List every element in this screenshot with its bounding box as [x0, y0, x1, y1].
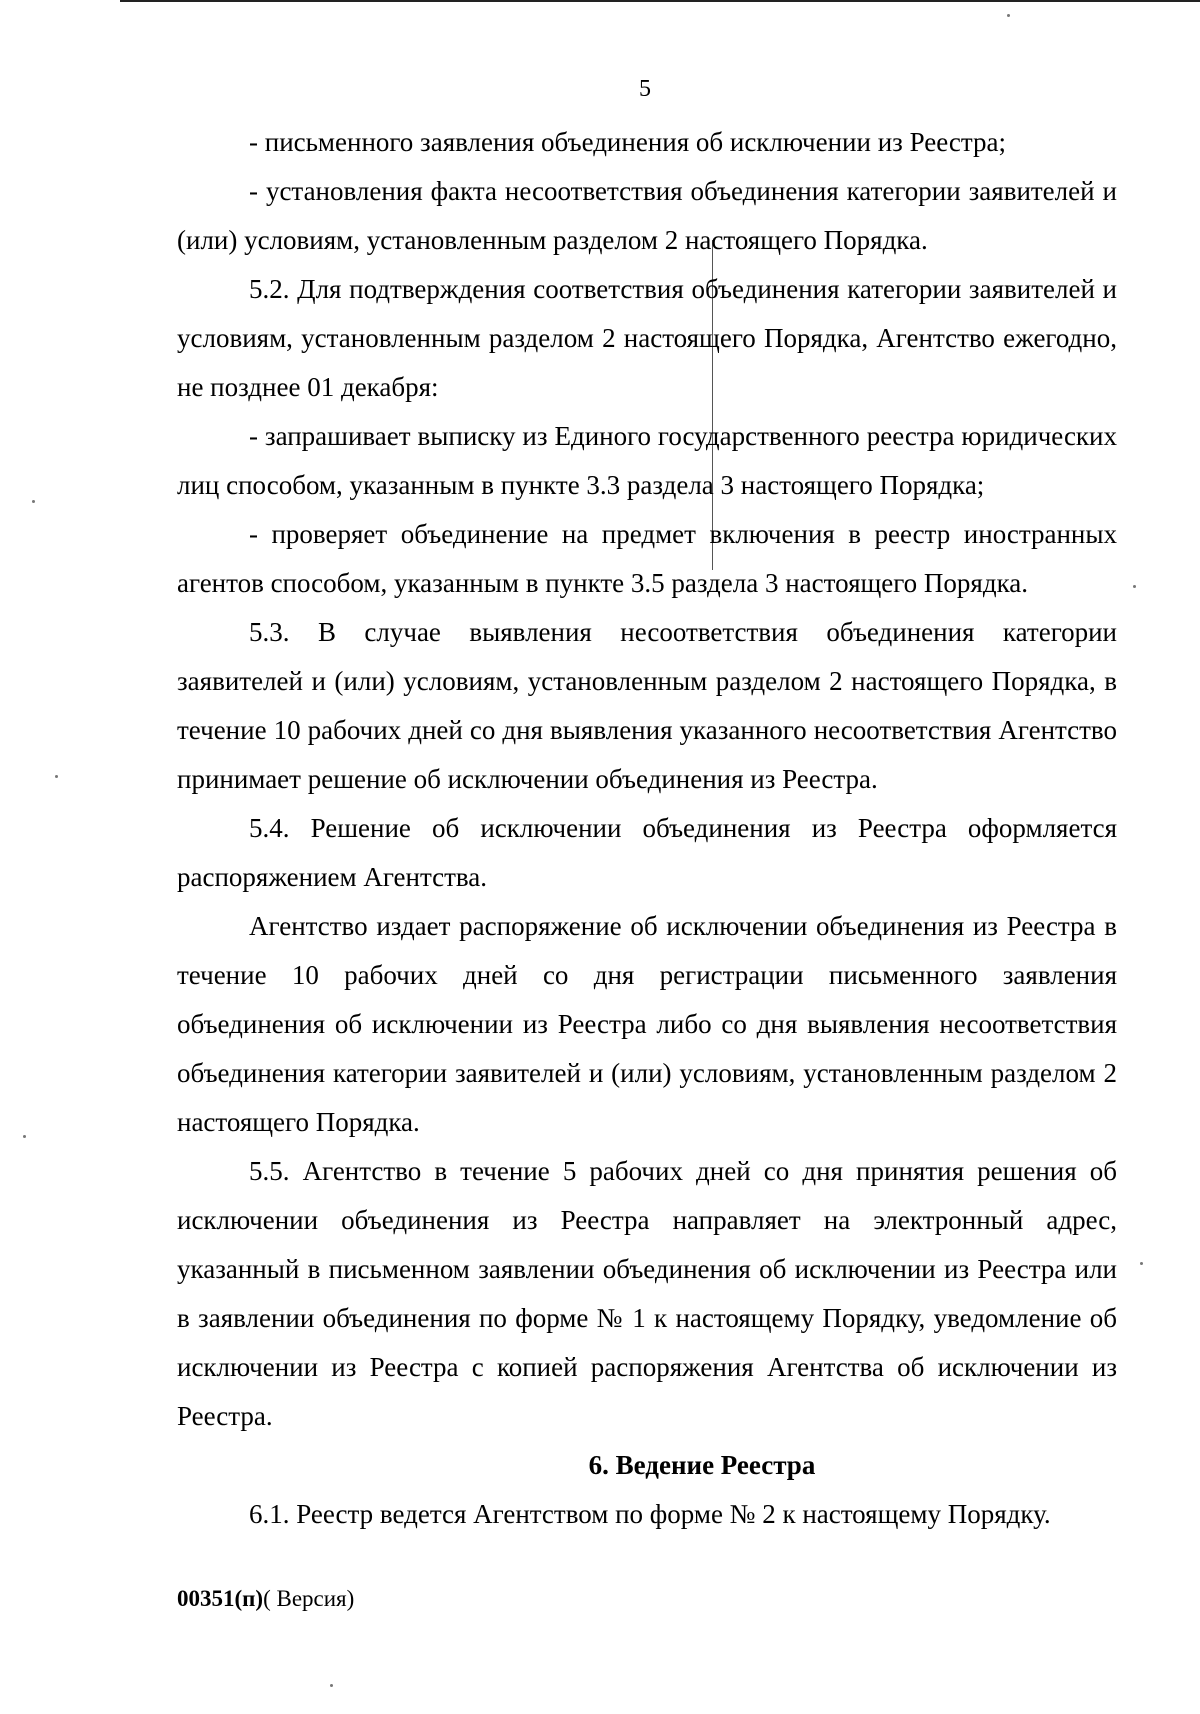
paragraph-agency-order: Агентство издает распоряжение об исключении объединения из Реестра в течение 10 рабочих дней со дня регистрации письменного заявления объединения об исключении из Реестра либо со дня выявления несоответствия объединения категории заявителей и (или) условиям, установленным разделом 2 настоящего Порядка.	[177, 911, 1117, 1137]
paragraph-6-1: 6.1. Реестр ведется Агентством по форме № 2 к настоящему Порядку.	[249, 1499, 1051, 1529]
scan-speck	[1140, 1262, 1143, 1265]
paragraph-5-5: 5.5. Агентство в течение 5 рабочих дней со дня принятия решения об исключении объединения из Реестра направляет на электронный адрес, указанный в письменном заявлении объединения об исключении из Реестра или в заявлении объединения по форме № 1 к настоящему Порядку, уведомление об исключении из Реестра с копией распоряжения Агентства об исключении из Реестра.	[177, 1156, 1117, 1431]
paragraph-check-foreign-agents: - проверяет объединение на предмет включения в реестр иностранных агентов способом, указанным в пункте 3.5 раздела 3 настоящего Порядка.	[177, 519, 1117, 598]
scan-speck	[32, 500, 35, 503]
paragraph-written-application: - письменного заявления объединения об исключении из Реестра;	[249, 127, 1006, 157]
page-number: 5	[639, 76, 651, 102]
paragraph-5-4: 5.4. Решение об исключении объединения из Реестра оформляется распоряжением Агентства.	[177, 813, 1117, 892]
footer-code-number: 00351(п)	[177, 1586, 264, 1611]
scan-speck	[1133, 585, 1136, 588]
paragraph-5-2: 5.2. Для подтверждения соответствия объединения категории заявителей и условиям, установленным разделом 2 настоящего Порядка, Агентство ежегодно, не позднее 01 декабря:	[177, 274, 1117, 402]
document-footer-code	[177, 1586, 354, 1612]
scan-speck	[23, 1135, 26, 1138]
document-body	[177, 118, 1117, 1539]
footer-version: ( Версия)	[263, 1586, 355, 1611]
paragraph-request-extract: - запрашивает выписку из Единого государственного реестра юридических лиц способом, указанным в пункте 3.3 раздела 3 настоящего Порядка;	[177, 421, 1117, 500]
section-heading-6: 6. Ведение Реестра	[588, 1450, 816, 1480]
scan-speck	[1007, 14, 1010, 17]
scan-speck	[330, 1684, 333, 1687]
paragraph-5-3: 5.3. В случае выявления несоответствия объединения категории заявителей и (или) условиям, установленным разделом 2 настоящего Порядка, в течение 10 рабочих дней со дня выявления указанного несоответствия Агентство принимает решение об исключении объединения из Реестра.	[177, 617, 1117, 794]
scan-speck	[55, 775, 58, 778]
paragraph-nonconformity-fact: - установления факта несоответствия объединения категории заявителей и (или) условиям, установленным разделом 2 настоящего Порядка.	[177, 176, 1117, 255]
top-border-line	[120, 0, 1200, 2]
